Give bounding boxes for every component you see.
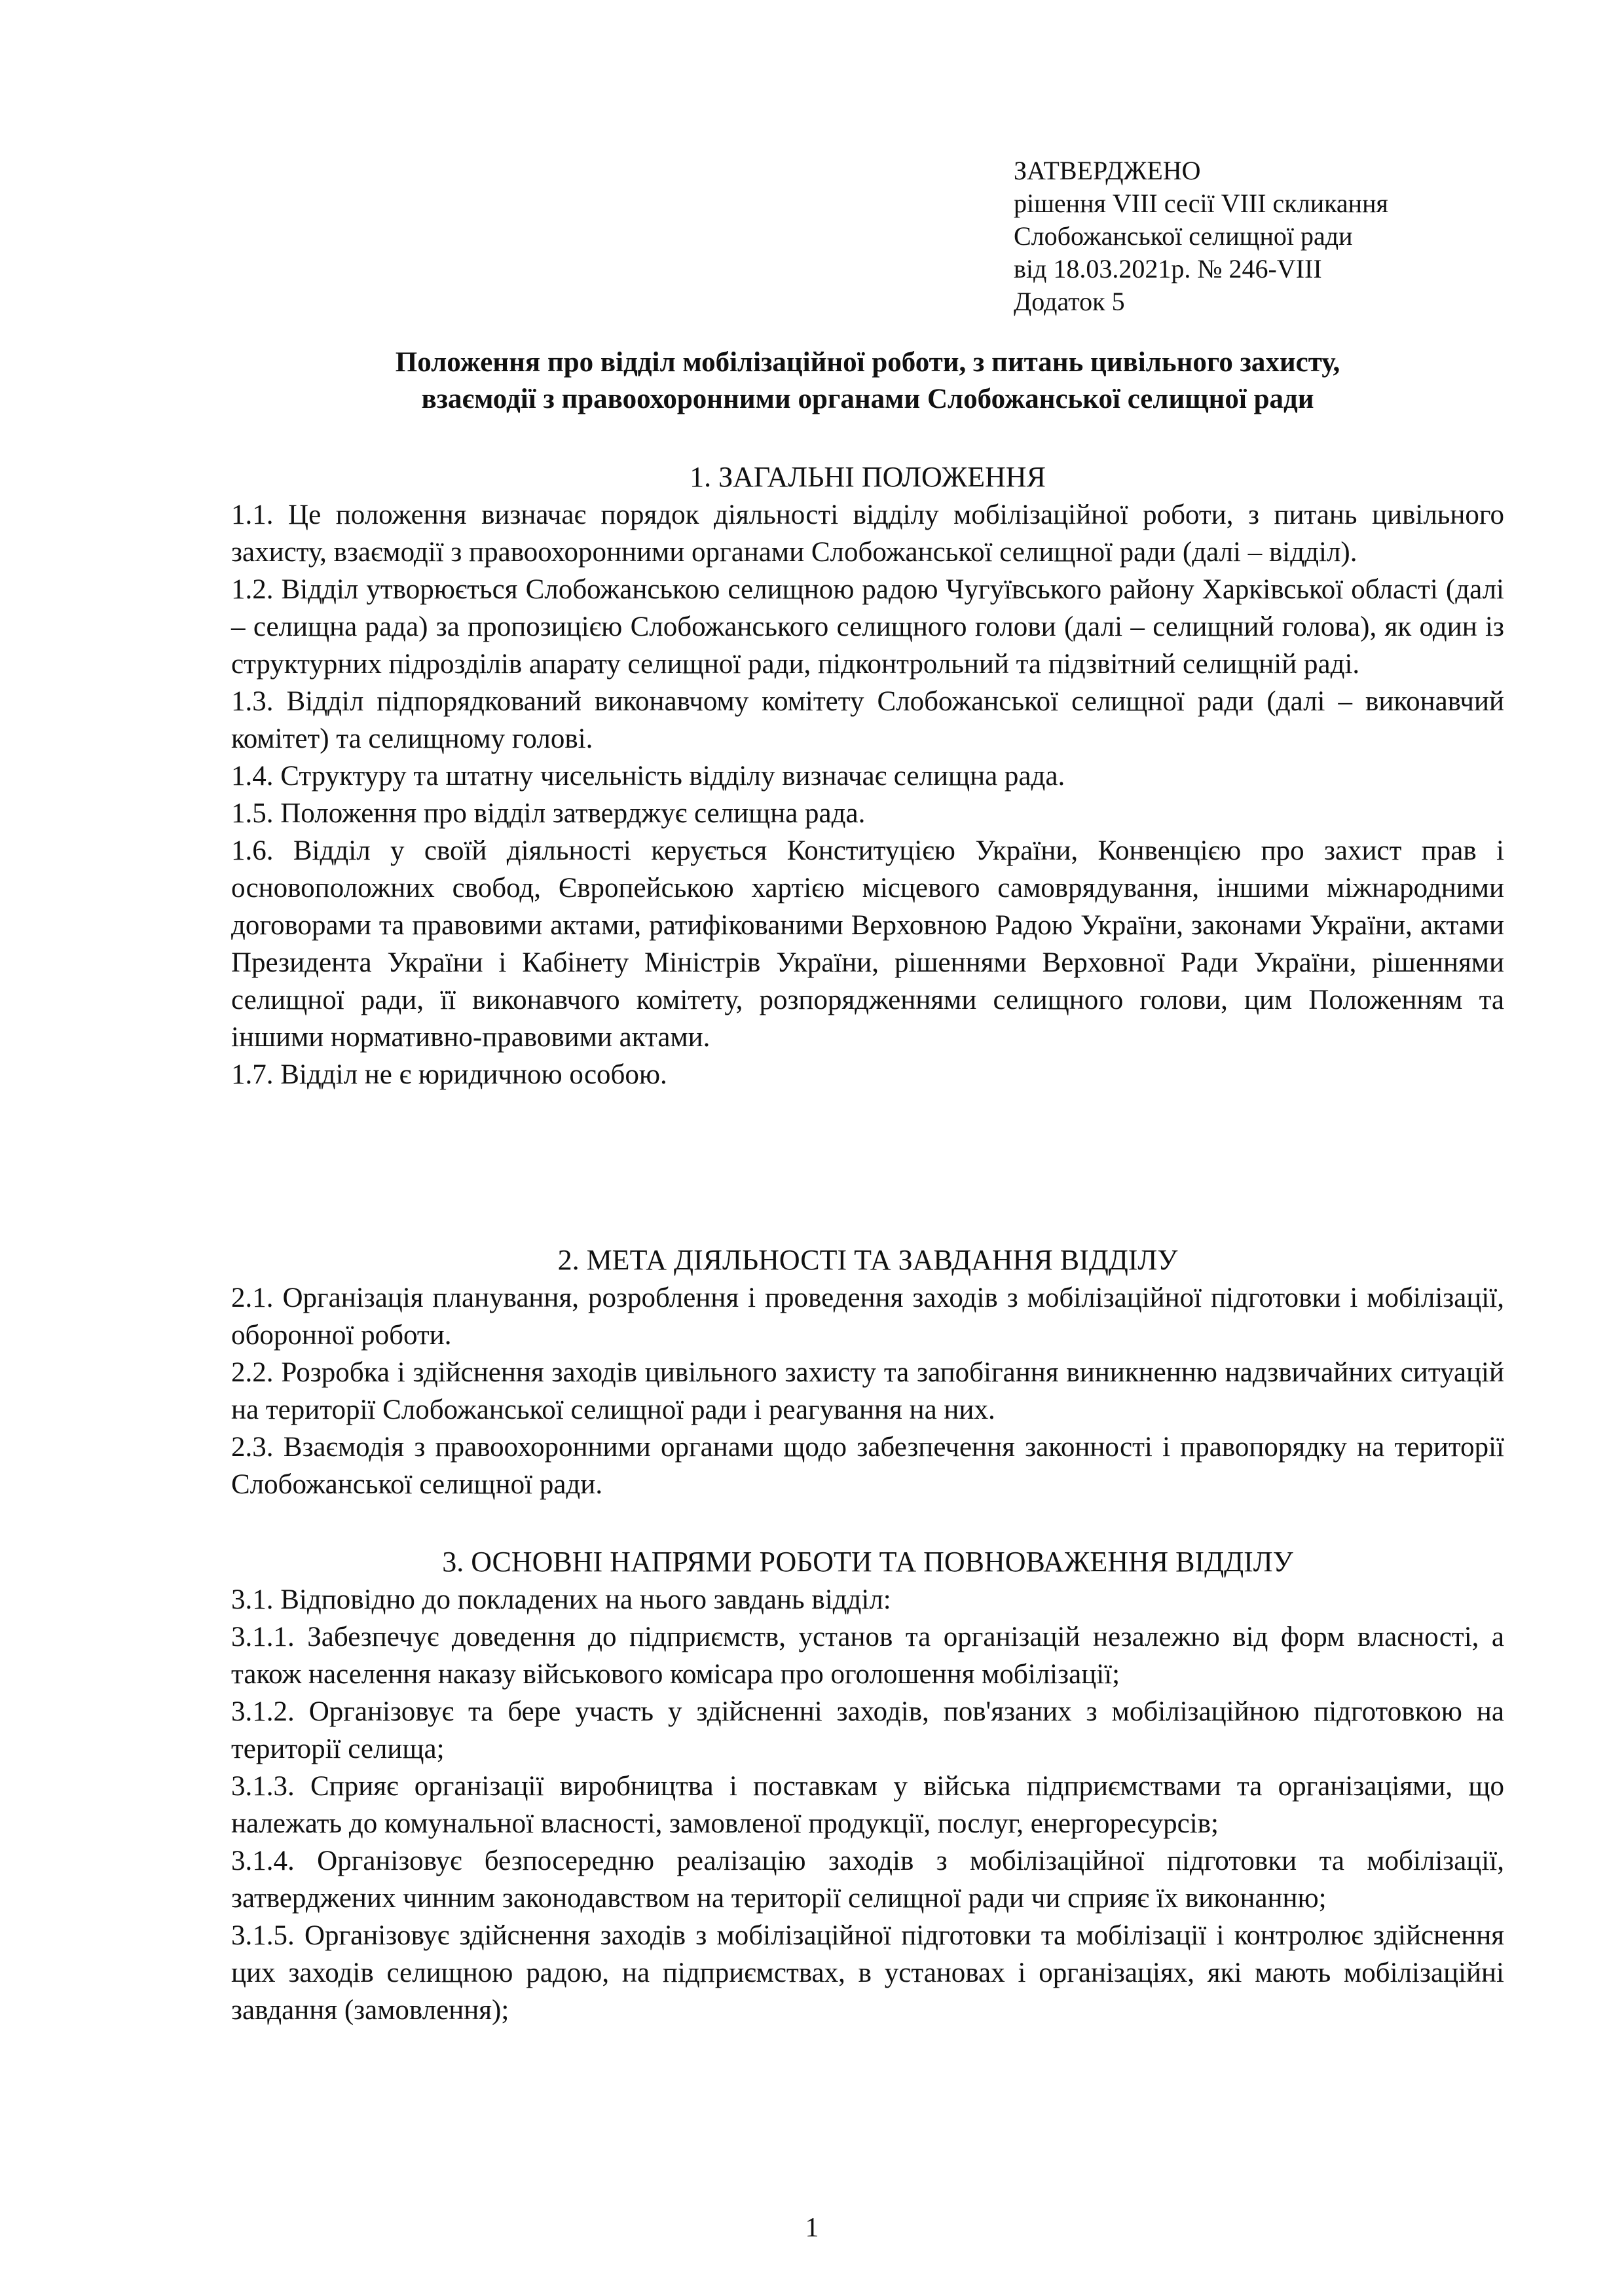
paragraph-1-2: 1.2. Відділ утворюється Слобожанською селищною радою Чугуївського району Харківської області (далі – селищна рада) за пропозицією Слобожанського селищного голови (далі – селищний голова), як один із структурних підрозділів апарату селищної ради, підконтрольний та підзвітний селищній раді. bbox=[231, 574, 1504, 680]
approval-line: від 18.03.2021р. № 246-VIII bbox=[1014, 254, 1322, 283]
page-number: 1 bbox=[805, 2213, 819, 2243]
paragraph-3-1-4: 3.1.4. Організовує безпосередню реалізацію заходів з мобілізаційної підготовки та мобілізації, затверджених чинним законодавством на території селищної ради чи сприяє їх виконанню; bbox=[231, 1846, 1504, 1914]
paragraph-1-7: 1.7. Відділ не є юридичною особою. bbox=[231, 1059, 667, 1090]
paragraph-2-3: 2.3. Взаємодія з правоохоронними органами щодо забезпечення законності і правопорядку на території Слобожанської селищної ради. bbox=[231, 1432, 1504, 1500]
approval-line: рішення VIII сесії VIII скликання bbox=[1014, 189, 1388, 218]
paragraph-2-2: 2.2. Розробка і здійснення заходів цивільного захисту та запобігання виникненню надзвичайних ситуацій на території Слобожанської селищної ради і реагування на них. bbox=[231, 1357, 1504, 1425]
section-main-directions bbox=[231, 1543, 1504, 2029]
section-goals-and-tasks bbox=[231, 1241, 1504, 1503]
paragraph-2-1: 2.1. Організація планування, розроблення і проведення заходів з мобілізаційної підготовки і мобілізації, оборонної роботи. bbox=[231, 1283, 1504, 1351]
paragraph-3-1-5: 3.1.5. Організовує здійснення заходів з мобілізаційної підготовки та мобілізації і контролює здійснення цих заходів селищною радою, на підприємствах, в установах і організаціях, які мають мобілізаційні завдання (замовлення); bbox=[231, 1920, 1504, 2026]
approval-line: Додаток 5 bbox=[1014, 287, 1125, 316]
approval-stamp-block bbox=[1014, 155, 1511, 318]
paragraph-1-5: 1.5. Положення про відділ затверджує селищна рада. bbox=[231, 798, 866, 829]
section-heading: 1. ЗАГАЛЬНІ ПОЛОЖЕННЯ bbox=[690, 461, 1046, 493]
paragraph-3-1-3: 3.1.3. Сприяє організації виробництва і поставкам у війська підприємствами та організаціями, що належать до комунальної власності, замовленої продукції, послуг, енергоресурсів; bbox=[231, 1771, 1504, 1839]
section-heading: 3. ОСНОВНІ НАПРЯМИ РОБОТИ ТА ПОВНОВАЖЕННЯ ВІДДІЛУ bbox=[442, 1546, 1293, 1578]
paragraph-3-1-1: 3.1.1. Забезпечує доведення до підприємств, установ та організацій незалежно від форм власності, а також населення наказу військового комісара про оголошення мобілізації; bbox=[231, 1622, 1504, 1690]
paragraph-3-1: 3.1. Відповідно до покладених на нього завдань відділ: bbox=[231, 1584, 891, 1615]
section-heading: 2. МЕТА ДІЯЛЬНОСТІ ТА ЗАВДАННЯ ВІДДІЛУ bbox=[557, 1244, 1178, 1276]
document-title-line: Положення про відділ мобілізаційної роботи, з питань цивільного захисту, bbox=[395, 347, 1340, 378]
paragraph-1-6: 1.6. Відділ у своїй діяльності керується Конституцією України, Конвенцією про захист прав і основоположних свобод, Європейською хартією місцевого самоврядування, іншими міжнародними договорами та правовими актами, ратифікованими Верховною Радою України, законами України, актами Президента України і Кабінету Міністрів України, рішеннями Верховної Ради України, рішеннями селищної ради, її виконавчого комітету, розпорядженнями селищного голови, цим Положенням та іншими нормативно-правовими актами. bbox=[231, 835, 1504, 1053]
paragraph-1-4: 1.4. Структуру та штатну чисельність відділу визначає селищна рада. bbox=[231, 761, 1065, 792]
paragraph-1-3: 1.3. Відділ підпорядкований виконавчому комітету Слобожанської селищної ради (далі – виконавчий комітет) та селищному голові. bbox=[231, 686, 1504, 754]
paragraph-3-1-2: 3.1.2. Організовує та бере участь у здійсненні заходів, пов'язаних з мобілізаційною підготовкою на території селища; bbox=[231, 1696, 1504, 1764]
section-general-provisions bbox=[231, 458, 1504, 1093]
paragraph-1-1: 1.1. Це положення визначає порядок діяльності відділу мобілізаційної роботи, з питань цивільного захисту, взаємодії з правоохоронними органами Слобожанської селищної ради (далі – відділ). bbox=[231, 500, 1504, 568]
document-title-line: взаємодії з правоохоронними органами Слобожанської селищної ради bbox=[421, 384, 1314, 414]
approval-line: Слобожанської селищної ради bbox=[1014, 221, 1353, 251]
document-title bbox=[231, 344, 1504, 418]
approval-line: ЗАТВЕРДЖЕНО bbox=[1014, 156, 1201, 185]
